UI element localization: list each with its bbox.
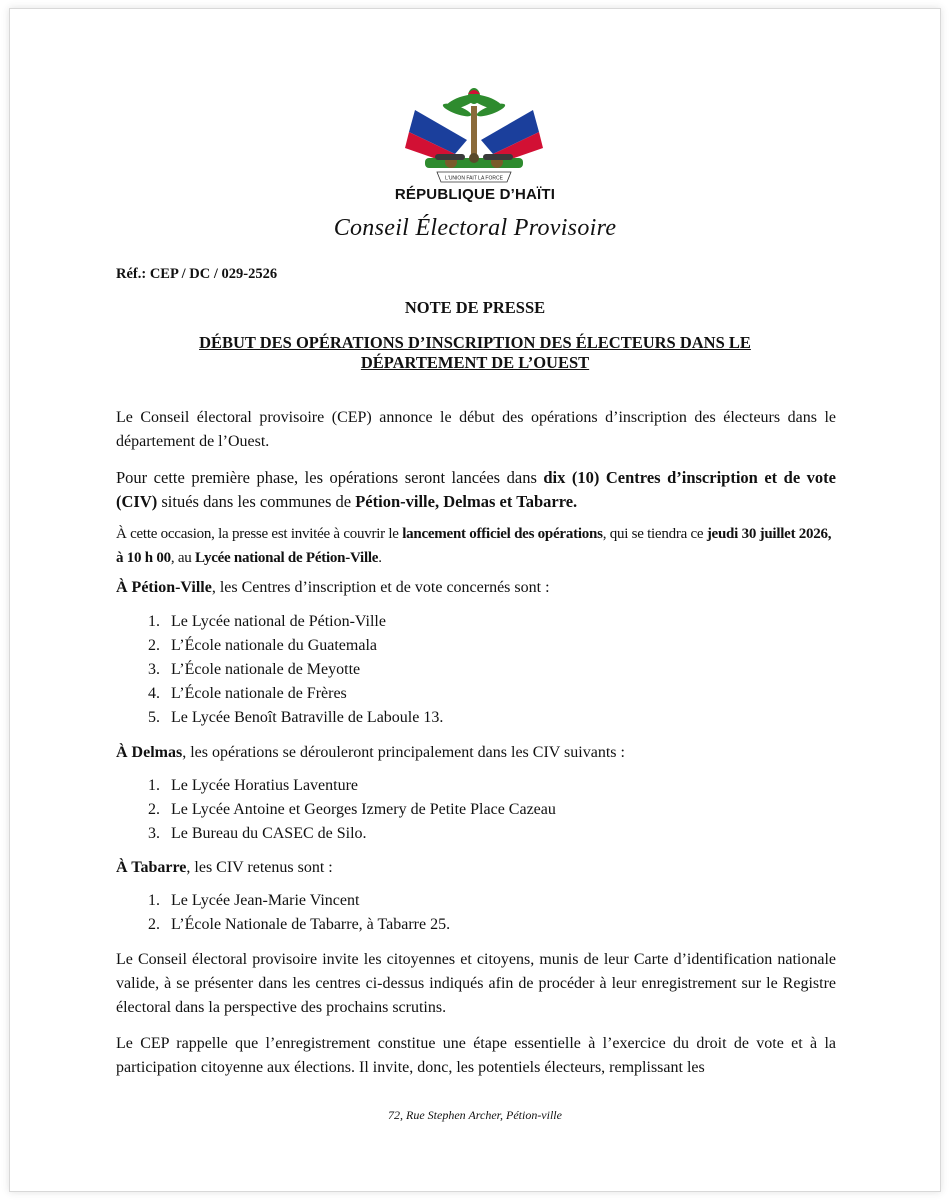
item-number: 1. xyxy=(148,892,160,909)
paragraph-first-phase xyxy=(116,466,836,514)
subject-line-2: DÉPARTEMENT DE L’OUEST xyxy=(360,353,590,372)
bold-span: lancement officiel des opérations xyxy=(402,526,603,542)
section-intro-delmas xyxy=(116,741,836,765)
item-text: Le Bureau du CASEC de Silo. xyxy=(171,825,367,842)
bold-span: dix (10) Centres d’inscription et de vote (CIV) xyxy=(116,468,836,511)
list-item xyxy=(138,798,556,822)
item-text: L’École nationale de Meyotte xyxy=(171,661,361,678)
item-number: 3. xyxy=(148,661,160,678)
item-text: L’École nationale de Frères xyxy=(171,685,347,702)
text-span: , les CIV retenus sont : xyxy=(186,859,333,876)
paragraph-registration-reminder: Le CEP rappelle que l’enregistrement constitue une étape essentielle à l’exercice du droit de vote et à la participation citoyenne aux élections. Il invite, donc, les potentiels électeurs, remplissant les xyxy=(116,1035,836,1076)
subject-line-1: DÉBUT DES OPÉRATIONS D’INSCRIPTION DES ÉLECTEURS DANS LE xyxy=(199,333,751,352)
section-intro-tabarre xyxy=(116,856,836,880)
item-number: 1. xyxy=(148,613,160,630)
item-number: 3. xyxy=(148,825,160,842)
item-text: Le Lycée Antoine et Georges Izmery de Petite Place Cazeau xyxy=(171,801,556,818)
footer-address: 72, Rue Stephen Archer, Pétion-ville xyxy=(388,1108,562,1122)
note-subject xyxy=(150,333,800,373)
item-text: Le Lycée Jean-Marie Vincent xyxy=(171,892,360,909)
text-span: , les opérations se dérouleront principalement dans les CIV suivants : xyxy=(182,744,625,761)
place-name: À Pétion-Ville xyxy=(116,579,212,596)
item-number: 5. xyxy=(148,709,160,726)
list-item xyxy=(138,706,443,730)
reference-number: Réf.: CEP / DC / 029-2526 xyxy=(116,266,278,282)
place-name: À Delmas xyxy=(116,744,183,761)
list-item xyxy=(138,658,443,682)
emblem-motto: L'UNION FAIT LA FORCE xyxy=(445,175,503,182)
item-number: 2. xyxy=(148,801,160,818)
list-delmas xyxy=(138,774,556,846)
list-tabarre xyxy=(138,889,450,937)
coat-of-arms-emblem xyxy=(395,88,553,188)
place-name: À Tabarre xyxy=(116,859,187,876)
note-title: NOTE DE PRESSE xyxy=(404,298,546,317)
list-item xyxy=(138,774,556,798)
item-text: L’École nationale du Guatemala xyxy=(171,637,377,654)
bold-span: Pétion-ville, Delmas et Tabarre. xyxy=(355,492,578,511)
section-intro-petionville xyxy=(116,576,836,600)
paragraph-press-invite xyxy=(116,522,836,570)
text-span: Pour cette première phase, les opérations seront lancées dans xyxy=(116,468,544,487)
item-text: Le Lycée national de Pétion-Ville xyxy=(171,613,386,630)
paragraph-intro: Le Conseil électoral provisoire (CEP) annonce le début des opérations d’inscription des électeurs dans le département de l’Ouest. xyxy=(116,409,836,450)
list-petionville xyxy=(138,610,443,730)
text-span: , les Centres d’inscription et de vote concernés sont : xyxy=(211,579,550,596)
paragraph-citizens-invite: Le Conseil électoral provisoire invite les citoyennes et citoyens, munis de leur Carte d’identification nationale valide, à se présenter dans les centres ci-dessus indiqués afin de procéder à leur enregistrement sur le Registre électoral dans la perspective des prochains scrutins. xyxy=(116,951,836,1016)
text-span: , au xyxy=(170,550,196,566)
council-name: Conseil Électoral Provisoire xyxy=(333,215,617,241)
republic-heading: RÉPUBLIQUE D’HAÏTI xyxy=(394,186,556,203)
text-span: À cette occasion, la presse est invitée à couvrir le xyxy=(116,526,403,542)
text-span: situés dans les communes de xyxy=(157,492,356,511)
list-item xyxy=(138,822,556,846)
bold-span: jeudi 30 juillet 2026, à 10 h 00 xyxy=(116,526,832,566)
list-item xyxy=(138,913,450,937)
list-item xyxy=(138,634,443,658)
text-span: . xyxy=(378,550,382,566)
bold-span: Lycée national de Pétion-Ville xyxy=(195,550,379,566)
item-text: L’École Nationale de Tabarre, à Tabarre 25. xyxy=(171,916,451,933)
list-item xyxy=(138,610,443,634)
item-text: Le Lycée Horatius Laventure xyxy=(171,777,359,794)
list-item xyxy=(138,682,443,706)
text-span: , qui se tiendra ce xyxy=(602,526,707,542)
item-number: 4. xyxy=(148,685,160,702)
item-number: 1. xyxy=(148,777,160,794)
item-number: 2. xyxy=(148,916,160,933)
item-number: 2. xyxy=(148,637,160,654)
list-item xyxy=(138,889,450,913)
item-text: Le Lycée Benoît Batraville de Laboule 13. xyxy=(171,709,444,726)
